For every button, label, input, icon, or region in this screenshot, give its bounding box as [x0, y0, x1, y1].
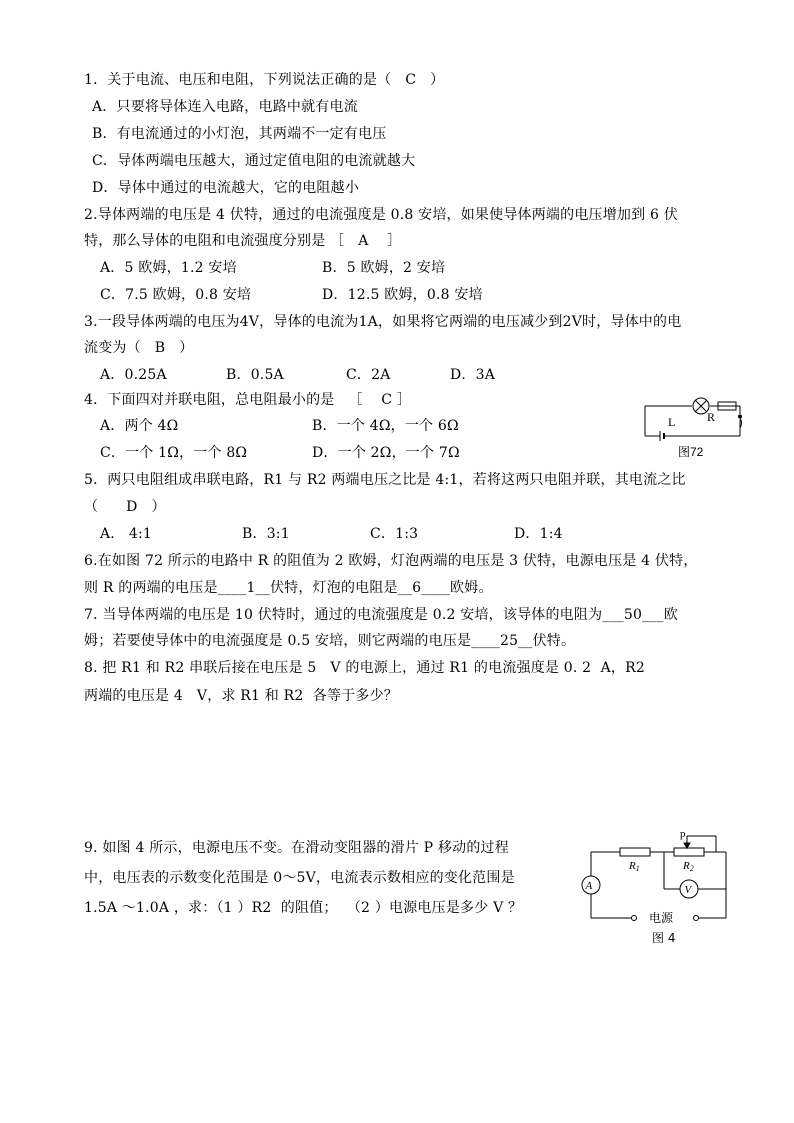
figure-4-caption: 图 4 — [652, 931, 676, 945]
q4-option-b: B．一个 4Ω，一个 6Ω — [312, 418, 459, 434]
voltmeter-label: V — [684, 884, 692, 896]
q1-stem: 1．关于电流、电压和电阻，下列说法正确的是（ C ） — [84, 72, 445, 88]
power-source-label: 电源 — [649, 911, 674, 925]
q3-stem-line2: 流变为（ B ） — [84, 340, 194, 356]
q2-stem-line2: 特，那么导体的电阻和电流强度分别是 ［ A ］ — [84, 233, 402, 249]
resistor-label: R — [707, 410, 716, 424]
q4-option-d: D．一个 2Ω，一个 7Ω — [312, 445, 460, 461]
r2-label: R2 — [683, 860, 694, 873]
q8-line2: 两端的电压是 4 V，求 R1 和 R2 各等于多少？ — [84, 688, 398, 704]
resistor-r1-icon — [620, 848, 650, 856]
q1-option-d: D．导体中通过的电流越大，它的电阻越小 — [92, 180, 360, 196]
q9-line3: 1.5A ～1.0A ，求：（1 ）R2 的阻值； （2 ）电源电压是多少 V ？ — [84, 900, 523, 916]
ammeter-label: A — [585, 880, 593, 892]
slider-label: p — [680, 828, 686, 840]
r1-label: R1 — [629, 860, 640, 873]
q3-option-d: D．3A — [450, 367, 496, 383]
q7-line1: 7. 当导体两端的电压是 10 伏特时，通过的电流强度是 0.2 安培，该导体的电阻为___50___欧 — [84, 607, 678, 623]
figure-72-caption: 图72 — [678, 445, 704, 458]
q2-option-b: B．5 欧姆，2 安培 — [322, 260, 446, 276]
q3-option-c: C．2A — [346, 367, 391, 383]
lamp-label: L — [668, 415, 676, 429]
q2-option-a: A．5 欧姆，1.2 安培 — [100, 260, 237, 276]
q9-line1: 9. 如图 4 所示，电源电压不变。在滑动变阻器的滑片 P 移动的过程 — [84, 840, 509, 856]
q5-option-a: A. 4:1 — [100, 526, 153, 542]
q5-stem-line1: 5．两只电阻组成串联电路，R1 与 R2 两端电压之比是 4:1，若将这两只电阻并联，其电流之比 — [84, 472, 686, 488]
q2-stem-line1: 2.导体两端的电压是 4 伏特，通过的电流强度是 0.8 安培，如果使导体两端的电压增加到 6 伏 — [84, 207, 678, 223]
q6-line2: 则 R 的两端的电压是____1__伏特，灯泡的电阻是__6____欧姆。 — [84, 580, 493, 596]
q8-line1: 8. 把 R1 和 R2 串联后接在电压是 5 V 的电源上，通过 R1 的电流强度是 0. 2 A，R2 — [84, 660, 645, 676]
q3-stem-line1: 3.一段导体两端的电压为4V，导体的电流为1A，如果将它两端的电压减少到2V时，导体中的电 — [84, 314, 682, 330]
q5-option-b: B．3:1 — [242, 526, 290, 542]
q1-option-a: A．只要将导体连入电路，电路中就有电流 — [92, 99, 358, 115]
circuit-figure-72 — [640, 394, 750, 458]
q4-stem: 4．下面四对并联电阻，总电阻最小的是 ［ C ］ — [84, 392, 412, 408]
q5-stem-line2: （ D ） — [84, 499, 166, 515]
circuit-figure-4 — [576, 828, 736, 948]
q4-option-a: A．两个 4Ω — [100, 418, 179, 434]
q5-option-d: D．1:4 — [514, 526, 563, 542]
rheostat-r2-icon — [674, 848, 704, 856]
q2-option-d: D．12.5 欧姆，0.8 安培 — [322, 287, 483, 303]
q6-line1: 6.在如图 72 所示的电路中 R 的阻值为 2 欧姆，灯泡两端的电压是 3 伏特，电源电压是 4 伏特， — [84, 553, 698, 569]
q5-option-c: C．1:3 — [370, 526, 419, 542]
q3-option-a: A．0.25A — [100, 367, 167, 383]
terminal-icon — [632, 916, 637, 921]
q4-option-c: C．一个 1Ω，一个 8Ω — [100, 445, 248, 461]
q9-line2: 中，电压表的示数变化范围是 0～5V，电流表示数相应的变化范围是 — [84, 870, 515, 886]
terminal-icon — [694, 916, 699, 921]
q3-option-b: B．0.5A — [226, 367, 284, 383]
q1-option-b: B．有电流通过的小灯泡，其两端不一定有电压 — [92, 126, 387, 142]
q1-option-c: C．导体两端电压越大，通过定值电阻的电流就越大 — [92, 153, 416, 169]
q2-option-c: C．7.5 欧姆，0.8 安培 — [100, 287, 252, 303]
q7-line2: 姆；若要使导体中的电流强度是 0.5 安培，则它两端的电压是____25__伏特。 — [84, 633, 576, 649]
